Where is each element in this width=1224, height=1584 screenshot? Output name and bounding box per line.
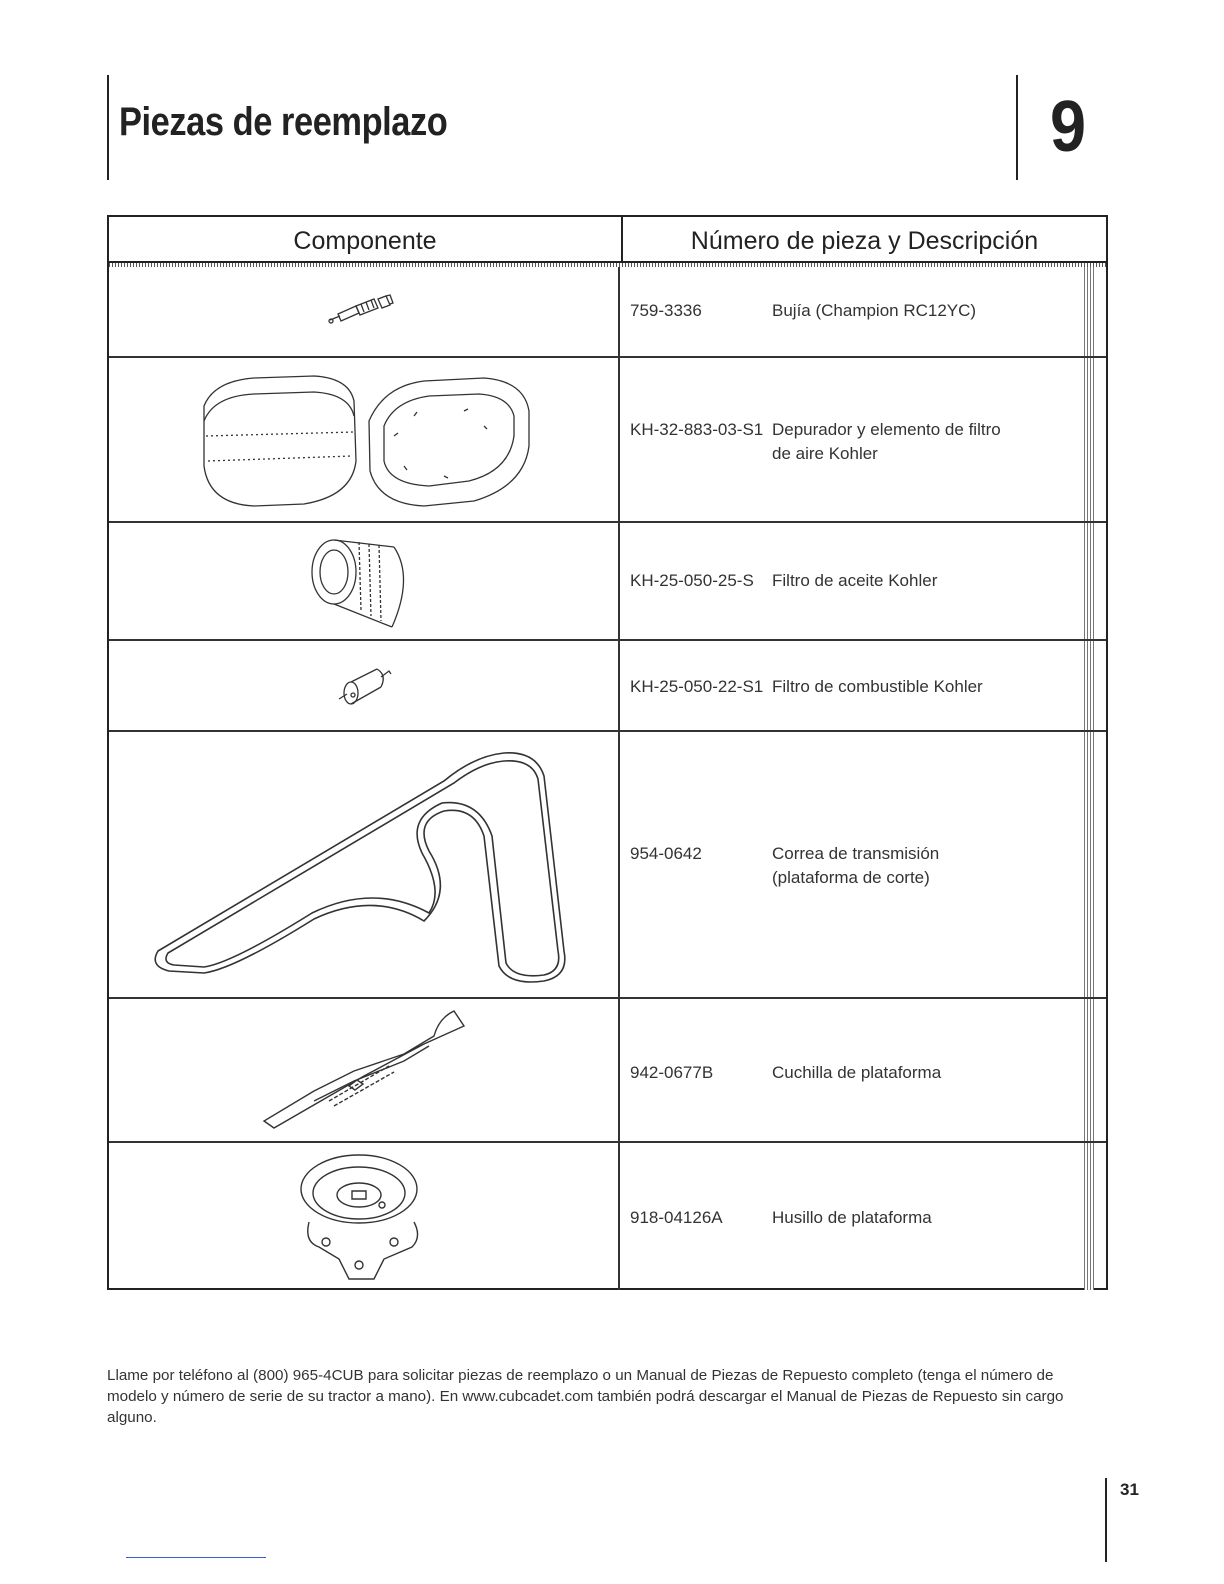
part-number: 918-04126A [630,1208,723,1227]
title-rule [107,75,109,180]
part-number: 942-0677B [630,1063,714,1082]
part-number: 759-3336 [630,301,702,320]
fuel-filter-icon [329,657,399,717]
oil-filter-icon [304,527,424,637]
edge-hatch [1084,999,1094,1143]
component-cell [109,641,620,732]
part-description: Filtro de combustible Kohler [772,677,983,696]
part-number: KH-25-050-22-S1 [630,677,764,696]
description-line: de aire Kohler [772,444,878,463]
table-row [109,639,1106,732]
part-number: 954-0642 [630,844,702,863]
part-description: Filtro de aceite Kohler [772,571,938,590]
description-cell [622,999,1094,1143]
chapter-rule [1016,75,1018,180]
edge-hatch [1084,523,1094,641]
table-row [109,521,1106,641]
component-cell [109,999,620,1143]
edge-hatch [1084,1143,1094,1290]
component-cell [109,732,620,999]
part-number: KH-32-883-03-S1 [630,420,764,439]
table-row [109,356,1106,523]
description-line: Depurador y elemento de filtro [772,420,1001,439]
parts-table [107,215,1108,1290]
column-header-description: Número de pieza y Descripción [690,227,1039,255]
ordering-note: Llame por teléfono al (800) 965-4CUB para solicitar piezas de reemplazo o un Manual de Piezas de Repuesto completo (tenga el número de modelo y número de serie de su tractor a mano). En www.cubcadet.com también podrá descargar el Manual de Piezas de Repuesto sin cargo alguno. [107,1367,1064,1426]
edge-hatch [1084,732,1094,999]
part-description: Bujía (Champion RC12YC) [772,301,977,320]
page-number: 31 [1120,1480,1139,1499]
part-description [772,842,1092,890]
mower-blade-icon [254,1006,474,1136]
drive-belt-icon [144,741,584,991]
air-filter-icon [184,366,544,516]
description-line: Correa de transmisión [772,844,940,863]
description-cell [622,358,1094,523]
table-header [109,217,1106,263]
table-row [109,267,1106,356]
description-cell [622,732,1094,999]
description-cell [622,641,1094,732]
part-number: KH-25-050-25-S [630,571,754,590]
description-line: (plataforma de corte) [772,868,930,887]
edge-hatch [1084,641,1094,732]
component-cell [109,1143,620,1290]
description-cell [622,267,1094,356]
edge-hatch [1084,358,1094,523]
column-header-component: Componente [109,217,623,261]
scan-edge-line [126,1557,266,1558]
table-row [109,997,1106,1143]
component-cell [109,358,620,523]
part-description: Husillo de plataforma [772,1208,932,1227]
table-body [109,267,1106,1288]
page-number-rule [1105,1478,1107,1562]
chapter-number: 9 [1050,87,1087,167]
description-cell [622,1143,1094,1290]
description-cell [622,523,1094,641]
table-row [109,730,1106,999]
table-row [109,1141,1106,1290]
component-cell [109,267,620,356]
edge-hatch [1084,267,1094,356]
deck-spindle-icon [294,1147,434,1287]
component-cell [109,523,620,641]
page-title: Piezas de reemplazo [119,100,448,144]
part-description [772,418,1092,466]
spark-plug-icon [324,292,404,332]
part-description: Cuchilla de plataforma [772,1063,942,1082]
